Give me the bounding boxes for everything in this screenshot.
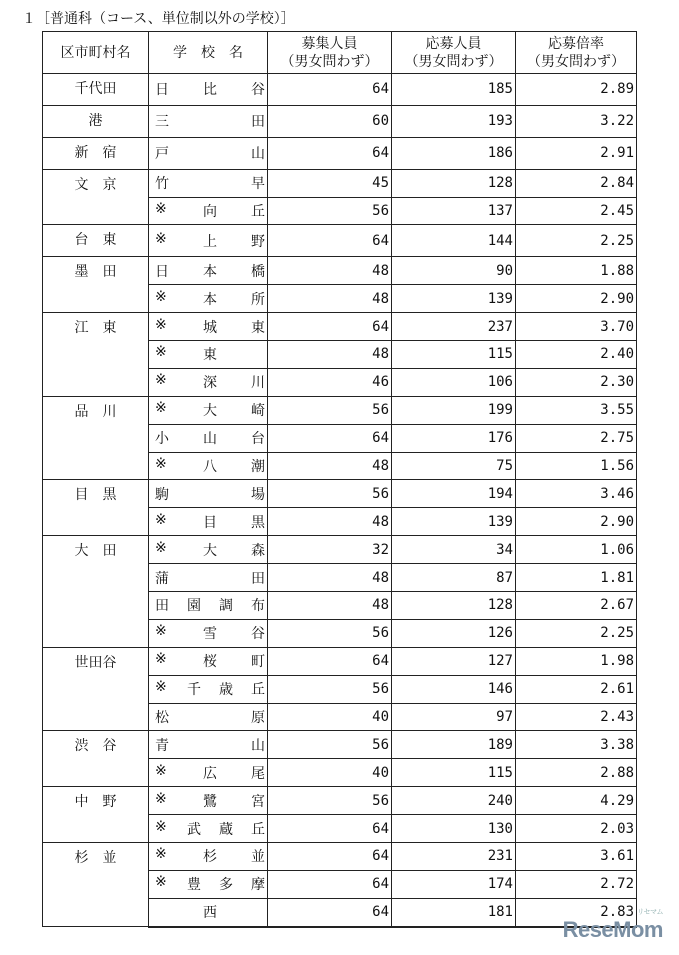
- applicants-cell: 90: [392, 257, 516, 285]
- ratio-cell: 4.29: [516, 787, 637, 815]
- school-char: ※: [155, 790, 167, 807]
- header-ward: 区市町村名: [43, 32, 149, 74]
- capacity-cell: 48: [268, 508, 392, 536]
- capacity-cell: 48: [268, 341, 392, 369]
- school-char: 台: [251, 431, 265, 448]
- school-char: ※: [155, 762, 167, 779]
- school-char: [203, 568, 217, 588]
- applicants-cell: 231: [392, 843, 516, 871]
- ratio-cell: 2.84: [516, 169, 637, 197]
- school-char: 八: [203, 459, 217, 476]
- school-char: 西: [203, 905, 217, 922]
- capacity-cell: 40: [268, 703, 392, 731]
- school-char: 町: [251, 654, 265, 671]
- ward-cell: 江 東: [43, 313, 149, 397]
- school-char: ※: [155, 511, 167, 528]
- school-cell: [149, 225, 268, 257]
- ratio-cell: 3.22: [516, 105, 637, 137]
- school-char: ※: [155, 818, 167, 835]
- capacity-cell: 48: [268, 564, 392, 592]
- applicants-cell: 139: [392, 508, 516, 536]
- school-char: 杉: [203, 849, 217, 866]
- school-cell: [149, 564, 268, 592]
- capacity-cell: 64: [268, 74, 392, 106]
- school-char: 深: [203, 375, 217, 392]
- school-char: 田: [251, 570, 265, 587]
- school-char: 蔵: [219, 821, 233, 838]
- ratio-cell: 3.46: [516, 480, 637, 508]
- ratio-cell: 2.91: [516, 137, 637, 169]
- school-cell: [149, 759, 268, 787]
- school-char: 宮: [251, 793, 265, 810]
- applicants-cell: 189: [392, 731, 516, 759]
- school-char: 大: [203, 542, 217, 559]
- table-row: [43, 731, 637, 759]
- school-char: 川: [251, 375, 265, 392]
- ward-cell: 杉 並: [43, 843, 149, 927]
- school-char: 尾: [251, 765, 265, 782]
- school-char: 山: [251, 737, 265, 754]
- capacity-cell: 64: [268, 843, 392, 871]
- applicants-cell: 127: [392, 647, 516, 675]
- school-cell: [149, 424, 268, 452]
- applicants-cell: 128: [392, 169, 516, 197]
- applicants-cell: 139: [392, 285, 516, 313]
- ratio-cell: 3.38: [516, 731, 637, 759]
- capacity-cell: 60: [268, 105, 392, 137]
- school-char: [203, 173, 217, 193]
- capacity-cell: 48: [268, 452, 392, 480]
- ward-cell: 新 宿: [43, 137, 149, 169]
- school-cell: [149, 787, 268, 815]
- school-cell: [149, 536, 268, 564]
- school-cell: [149, 815, 268, 843]
- header-capacity: 募集人員 （男女問わず）: [268, 32, 392, 74]
- ratio-cell: 2.90: [516, 285, 637, 313]
- school-cell: [149, 105, 268, 137]
- school-cell: [149, 675, 268, 703]
- ratio-cell: 2.40: [516, 341, 637, 369]
- school-char: 田: [251, 114, 265, 131]
- ratio-cell: 3.55: [516, 396, 637, 424]
- school-char: 青: [155, 737, 169, 754]
- ratio-cell: 2.88: [516, 759, 637, 787]
- school-char: 田: [155, 598, 169, 615]
- school-char: 武: [187, 821, 201, 838]
- school-char: 早: [251, 176, 265, 193]
- ratio-cell: 2.89: [516, 74, 637, 106]
- school-cell: [149, 396, 268, 424]
- capacity-cell: 56: [268, 197, 392, 225]
- school-cell: [149, 592, 268, 620]
- ratio-cell: 2.75: [516, 424, 637, 452]
- table-row: [43, 313, 637, 341]
- school-char: 蒲: [155, 570, 169, 587]
- school-char: 園: [187, 598, 201, 615]
- ward-cell: 墨 田: [43, 257, 149, 313]
- capacity-cell: 64: [268, 870, 392, 898]
- school-char: 谷: [251, 82, 265, 99]
- ward-cell: 渋 谷: [43, 731, 149, 787]
- table-row: [43, 74, 637, 106]
- applicants-cell: 34: [392, 536, 516, 564]
- applicants-cell: 199: [392, 396, 516, 424]
- applications-table: [42, 31, 637, 928]
- capacity-cell: 56: [268, 396, 392, 424]
- school-cell: [149, 341, 268, 369]
- ratio-cell: 2.43: [516, 703, 637, 731]
- applicants-cell: 106: [392, 368, 516, 396]
- school-char: [203, 111, 217, 131]
- school-cell: [149, 313, 268, 341]
- school-char: 原: [251, 710, 265, 727]
- capacity-cell: 64: [268, 424, 392, 452]
- capacity-cell: 45: [268, 169, 392, 197]
- applicants-cell: 181: [392, 898, 516, 926]
- applicants-cell: 174: [392, 870, 516, 898]
- school-char: 東: [203, 347, 217, 364]
- school-char: 本: [203, 263, 217, 280]
- school-char: 多: [219, 877, 233, 894]
- capacity-cell: 32: [268, 536, 392, 564]
- ward-cell: 文 京: [43, 169, 149, 225]
- school-char: 竹: [155, 176, 169, 193]
- school-cell: [149, 480, 268, 508]
- capacity-cell: 40: [268, 759, 392, 787]
- school-char: [203, 707, 217, 727]
- school-char: 雪: [203, 626, 217, 643]
- applicants-cell: 240: [392, 787, 516, 815]
- school-char: ※: [155, 288, 167, 305]
- applicants-cell: 185: [392, 74, 516, 106]
- school-char: 桜: [203, 654, 217, 671]
- table-row: [43, 225, 637, 257]
- capacity-cell: 56: [268, 480, 392, 508]
- school-char: 千: [187, 682, 201, 699]
- school-char: 目: [203, 514, 217, 531]
- applicants-cell: 186: [392, 137, 516, 169]
- ratio-cell: 2.67: [516, 592, 637, 620]
- school-char: 丘: [251, 204, 265, 220]
- school-char: 本: [203, 291, 217, 308]
- school-char: [203, 143, 217, 163]
- school-char: ※: [155, 344, 167, 361]
- ratio-cell: 2.90: [516, 508, 637, 536]
- ward-cell: 品 川: [43, 396, 149, 480]
- school-cell: [149, 197, 268, 225]
- school-char: 小: [155, 431, 169, 448]
- applicants-cell: 137: [392, 197, 516, 225]
- ratio-cell: 2.25: [516, 225, 637, 257]
- table-row: [43, 169, 637, 197]
- school-char: 山: [203, 431, 217, 448]
- header-row: [43, 32, 637, 74]
- applicants-cell: 176: [392, 424, 516, 452]
- school-cell: [149, 508, 268, 536]
- applicants-cell: 194: [392, 480, 516, 508]
- capacity-cell: 64: [268, 225, 392, 257]
- school-char: ※: [155, 539, 167, 556]
- ward-cell: 世田谷: [43, 647, 149, 731]
- resemom-logo: リセマム ReseMom: [562, 909, 663, 942]
- applicants-cell: 126: [392, 619, 516, 647]
- school-cell: [149, 731, 268, 759]
- school-char: 崎: [251, 403, 265, 420]
- ratio-cell: 2.61: [516, 675, 637, 703]
- school-char: 上: [203, 233, 217, 250]
- school-cell: [149, 452, 268, 480]
- capacity-cell: 56: [268, 731, 392, 759]
- applicants-cell: 130: [392, 815, 516, 843]
- school-cell: [149, 74, 268, 106]
- ratio-cell: 2.03: [516, 815, 637, 843]
- school-char: 調: [219, 598, 233, 615]
- capacity-cell: 48: [268, 285, 392, 313]
- ward-cell: 港: [43, 105, 149, 137]
- school-char: ※: [155, 651, 167, 668]
- school-char: 比: [203, 82, 217, 99]
- school-cell: [149, 368, 268, 396]
- capacity-cell: 56: [268, 619, 392, 647]
- school-cell: [149, 619, 268, 647]
- school-char: ※: [155, 623, 167, 640]
- school-char: ※: [155, 201, 167, 217]
- school-char: 布: [251, 598, 265, 615]
- school-char: 橋: [251, 263, 265, 280]
- capacity-cell: 56: [268, 787, 392, 815]
- school-char: 潮: [251, 459, 265, 476]
- table-row: [43, 137, 637, 169]
- school-char: 場: [251, 486, 265, 503]
- school-char: 歳: [219, 682, 233, 699]
- ratio-cell: 1.98: [516, 647, 637, 675]
- school-char: [203, 484, 217, 504]
- ratio-cell: 2.83: [516, 898, 637, 926]
- applicants-cell: 115: [392, 759, 516, 787]
- ratio-cell: 1.06: [516, 536, 637, 564]
- ratio-cell: 3.61: [516, 843, 637, 871]
- school-char: ※: [155, 316, 167, 333]
- applicants-cell: 128: [392, 592, 516, 620]
- school-char: 豊: [187, 877, 201, 894]
- applicants-cell: 146: [392, 675, 516, 703]
- ward-cell: 大 田: [43, 536, 149, 648]
- table-row: [43, 787, 637, 815]
- capacity-cell: 46: [268, 368, 392, 396]
- table-row: [43, 536, 637, 564]
- school-cell: [149, 137, 268, 169]
- school-char: 黒: [251, 514, 265, 531]
- ratio-cell: 2.30: [516, 368, 637, 396]
- ratio-cell: 2.25: [516, 619, 637, 647]
- applicants-cell: 193: [392, 105, 516, 137]
- applicants-cell: 97: [392, 703, 516, 731]
- school-char: 森: [251, 542, 265, 559]
- school-char: [155, 902, 169, 922]
- capacity-cell: 48: [268, 592, 392, 620]
- school-char: ※: [155, 456, 167, 473]
- school-char: 戸: [155, 146, 169, 163]
- capacity-cell: 64: [268, 898, 392, 926]
- school-char: 松: [155, 710, 169, 727]
- ward-cell: 台 東: [43, 225, 149, 257]
- school-cell: [149, 285, 268, 313]
- ratio-cell: 2.72: [516, 870, 637, 898]
- school-char: ※: [155, 400, 167, 417]
- school-cell: [149, 870, 268, 898]
- header-applicants: 応募人員 （男女問わず）: [392, 32, 516, 74]
- ward-cell: 中 野: [43, 787, 149, 843]
- school-char: 大: [203, 403, 217, 420]
- school-char: [251, 902, 265, 922]
- school-char: [251, 344, 265, 364]
- table-row: [43, 480, 637, 508]
- school-char: 駒: [155, 486, 169, 503]
- applicants-cell: 144: [392, 225, 516, 257]
- capacity-cell: 64: [268, 647, 392, 675]
- capacity-cell: 56: [268, 675, 392, 703]
- school-char: 城: [203, 319, 217, 336]
- school-cell: [149, 898, 268, 926]
- school-cell: [149, 703, 268, 731]
- school-char: 東: [251, 319, 265, 336]
- table-row: [43, 396, 637, 424]
- school-char: 摩: [251, 877, 265, 894]
- school-char: ※: [155, 846, 167, 863]
- applicants-cell: 87: [392, 564, 516, 592]
- school-char: ※: [155, 679, 167, 696]
- school-char: 鷺: [203, 793, 217, 810]
- capacity-cell: 64: [268, 815, 392, 843]
- school-char: 谷: [251, 626, 265, 643]
- school-char: 広: [203, 765, 217, 782]
- ward-cell: 目 黒: [43, 480, 149, 536]
- school-char: 日: [155, 263, 169, 280]
- school-char: 丘: [251, 821, 265, 838]
- ratio-cell: 1.88: [516, 257, 637, 285]
- school-char: 野: [251, 233, 265, 250]
- school-char: ※: [155, 874, 167, 891]
- ratio-cell: 2.45: [516, 197, 637, 225]
- ratio-cell: 1.56: [516, 452, 637, 480]
- school-char: 山: [251, 146, 265, 163]
- school-char: ※: [155, 372, 167, 389]
- school-char: 向: [203, 204, 217, 220]
- school-char: 所: [251, 291, 265, 308]
- table-caption: １［普通科（コース、単位制以外の学校）］: [22, 11, 295, 27]
- ratio-cell: 3.70: [516, 313, 637, 341]
- table-row: [43, 647, 637, 675]
- school-char: ※: [155, 230, 167, 247]
- ward-cell: 千代田: [43, 74, 149, 106]
- table-row: [43, 257, 637, 285]
- capacity-cell: 48: [268, 257, 392, 285]
- school-cell: [149, 843, 268, 871]
- applicants-cell: 115: [392, 341, 516, 369]
- school-cell: [149, 169, 268, 197]
- school-char: 日: [155, 82, 169, 99]
- header-ratio: 応募倍率 （男女問わず）: [516, 32, 637, 74]
- school-char: 丘: [251, 682, 265, 699]
- table-row: [43, 843, 637, 871]
- school-char: 三: [155, 114, 169, 131]
- header-school: 学 校 名: [149, 32, 268, 74]
- school-cell: [149, 647, 268, 675]
- applicants-cell: 75: [392, 452, 516, 480]
- ratio-cell: 1.81: [516, 564, 637, 592]
- table-row: [43, 105, 637, 137]
- school-cell: [149, 257, 268, 285]
- school-char: [203, 735, 217, 755]
- school-char: 並: [251, 849, 265, 866]
- capacity-cell: 64: [268, 137, 392, 169]
- applicants-cell: 237: [392, 313, 516, 341]
- capacity-cell: 64: [268, 313, 392, 341]
